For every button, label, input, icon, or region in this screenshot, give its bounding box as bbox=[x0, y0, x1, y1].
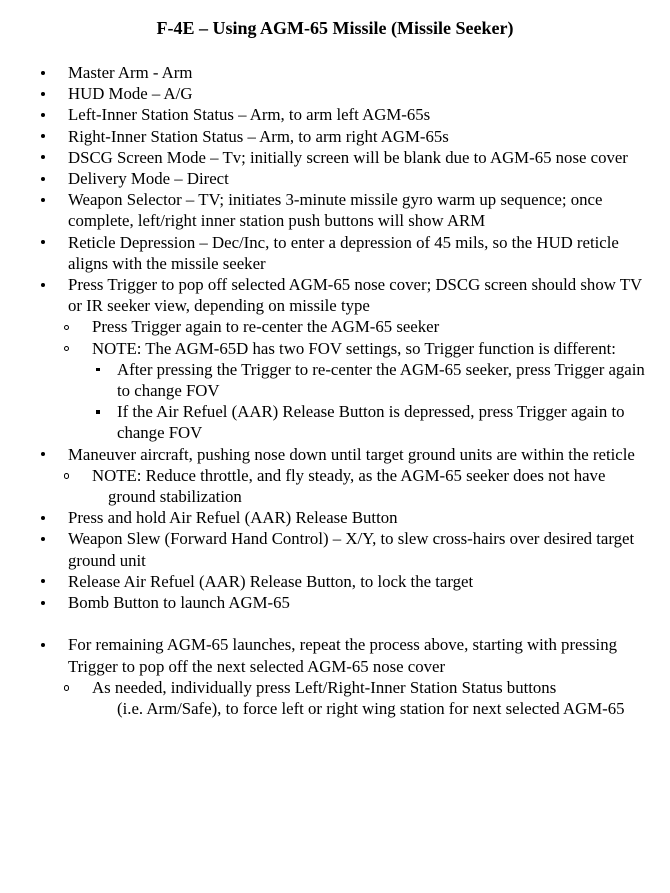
bullet-icon bbox=[41, 516, 45, 520]
list-item-text bbox=[68, 274, 670, 316]
text-line: Right-Inner Station Status – Arm, to arm right AGM-65s bbox=[68, 126, 449, 146]
text-line: Release Air Refuel (AAR) Release Button, to lock the target bbox=[68, 571, 474, 591]
text-line: If the Air Refuel (AAR) Release Button is depressed, press Trigger again to bbox=[117, 402, 625, 422]
text-line: to change FOV bbox=[117, 381, 220, 401]
list-item-text bbox=[68, 444, 670, 465]
list-item bbox=[0, 126, 670, 147]
text-line: NOTE: Reduce throttle, and fly steady, as the AGM-65 seeker does not have bbox=[92, 465, 606, 485]
list-item bbox=[0, 528, 670, 570]
bullet-icon bbox=[64, 473, 69, 478]
list-item-text bbox=[92, 316, 670, 337]
text-line: Weapon Slew (Forward Hand Control) – X/Y, to slew cross-hairs over desired target bbox=[68, 529, 635, 549]
list-item bbox=[0, 465, 670, 507]
list-item-text bbox=[92, 338, 670, 359]
text-line: Press Trigger again to re-center the AGM-65 seeker bbox=[92, 317, 440, 337]
list-item-text bbox=[92, 465, 670, 507]
text-line: Press Trigger to pop off selected AGM-65 nose cover; DSCG screen should show TV bbox=[68, 275, 643, 295]
text-line: or IR seeker view, depending on missile type bbox=[68, 296, 370, 316]
list-item bbox=[0, 147, 670, 168]
bullet-icon bbox=[64, 325, 69, 330]
list-item-text bbox=[117, 359, 670, 401]
bullet-icon bbox=[41, 177, 45, 181]
list-item-text bbox=[68, 83, 670, 104]
list-item bbox=[0, 83, 670, 104]
list-item bbox=[0, 401, 670, 443]
list-item bbox=[0, 189, 670, 231]
list-item-text bbox=[68, 126, 670, 147]
list-item bbox=[0, 634, 670, 676]
list-item bbox=[0, 104, 670, 125]
text-line: aligns with the missile seeker bbox=[68, 253, 266, 273]
text-line: As needed, individually press Left/Right-Inner Station Status buttons bbox=[92, 677, 557, 697]
list-item-text bbox=[68, 62, 670, 83]
bullet-icon bbox=[41, 240, 45, 244]
bullet-icon bbox=[64, 685, 69, 690]
text-line: NOTE: The AGM-65D has two FOV settings, so Trigger function is different: bbox=[92, 338, 616, 358]
text-line: Master Arm - Arm bbox=[68, 63, 193, 82]
list-item bbox=[0, 592, 670, 613]
text-line: Reticle Depression – Dec/Inc, to enter a depression of 45 mils, so the HUD reticle bbox=[68, 232, 619, 252]
text-line: Left-Inner Station Status – Arm, to arm left AGM-65s bbox=[68, 105, 431, 125]
list-item bbox=[0, 62, 670, 83]
text-line: For remaining AGM-65 launches, repeat the process above, starting with pressing bbox=[68, 635, 617, 655]
list-item-text bbox=[92, 677, 670, 719]
list-item-text bbox=[68, 571, 670, 592]
text-line: ground unit bbox=[68, 550, 146, 570]
bullet-icon bbox=[41, 113, 45, 117]
bullet-icon bbox=[41, 198, 45, 202]
bullet-icon bbox=[96, 410, 100, 414]
list-item bbox=[0, 338, 670, 359]
text-line: (i.e. Arm/Safe), to force left or right wing station for next selected AGM-65 bbox=[117, 699, 625, 719]
bullet-icon bbox=[41, 579, 45, 583]
list-item bbox=[0, 444, 670, 465]
text-line: complete, left/right inner station push buttons will show ARM bbox=[68, 211, 486, 231]
list-item-text bbox=[68, 147, 670, 168]
list-item-text bbox=[68, 634, 670, 676]
bullet-icon bbox=[41, 71, 45, 75]
list-item-text bbox=[68, 168, 670, 189]
list-item-text bbox=[117, 401, 670, 443]
text-line: HUD Mode – A/G bbox=[68, 84, 193, 104]
list-item-text bbox=[68, 189, 670, 231]
blank-line bbox=[0, 613, 670, 634]
document-title: F-4E – Using AGM-65 Missile (Missile Seeker) bbox=[156, 18, 514, 38]
list-item bbox=[0, 316, 670, 337]
bullet-icon bbox=[41, 155, 45, 159]
list-item-text bbox=[68, 232, 670, 274]
checklist bbox=[0, 62, 670, 719]
bullet-icon bbox=[41, 283, 45, 287]
list-item bbox=[0, 359, 670, 401]
text-line: Trigger to pop off the next selected AGM-65 nose cover bbox=[68, 656, 446, 676]
bullet-icon bbox=[41, 134, 45, 138]
list-item bbox=[0, 232, 670, 274]
text-line: Press and hold Air Refuel (AAR) Release Button bbox=[68, 508, 398, 528]
list-item bbox=[0, 677, 670, 719]
list-item bbox=[0, 507, 670, 528]
list-item bbox=[0, 571, 670, 592]
list-item-text bbox=[68, 507, 670, 528]
list-item-text bbox=[68, 592, 670, 613]
text-line: After pressing the Trigger to re-center the AGM-65 seeker, press Trigger again bbox=[117, 359, 645, 379]
text-line: Maneuver aircraft, pushing nose down until target ground units are within the reticle bbox=[68, 444, 635, 464]
text-line: change FOV bbox=[117, 423, 203, 443]
text-line: ground stabilization bbox=[108, 487, 242, 507]
bullet-icon bbox=[64, 346, 69, 351]
bullet-icon bbox=[96, 368, 100, 372]
text-line: Bomb Button to launch AGM-65 bbox=[68, 593, 290, 613]
text-line: Delivery Mode – Direct bbox=[68, 169, 229, 189]
bullet-icon bbox=[41, 601, 45, 605]
list-item-text bbox=[68, 104, 670, 125]
text-line: DSCG Screen Mode – Tv; initially screen will be blank due to AGM-65 nose cover bbox=[68, 147, 628, 167]
bullet-icon bbox=[41, 643, 45, 647]
text-line: Weapon Selector – TV; initiates 3-minute missile gyro warm up sequence; once bbox=[68, 190, 603, 210]
bullet-icon bbox=[41, 92, 45, 96]
bullet-icon bbox=[41, 537, 45, 541]
list-item bbox=[0, 274, 670, 316]
list-item bbox=[0, 168, 670, 189]
list-item-text bbox=[68, 528, 670, 570]
bullet-icon bbox=[41, 452, 45, 456]
